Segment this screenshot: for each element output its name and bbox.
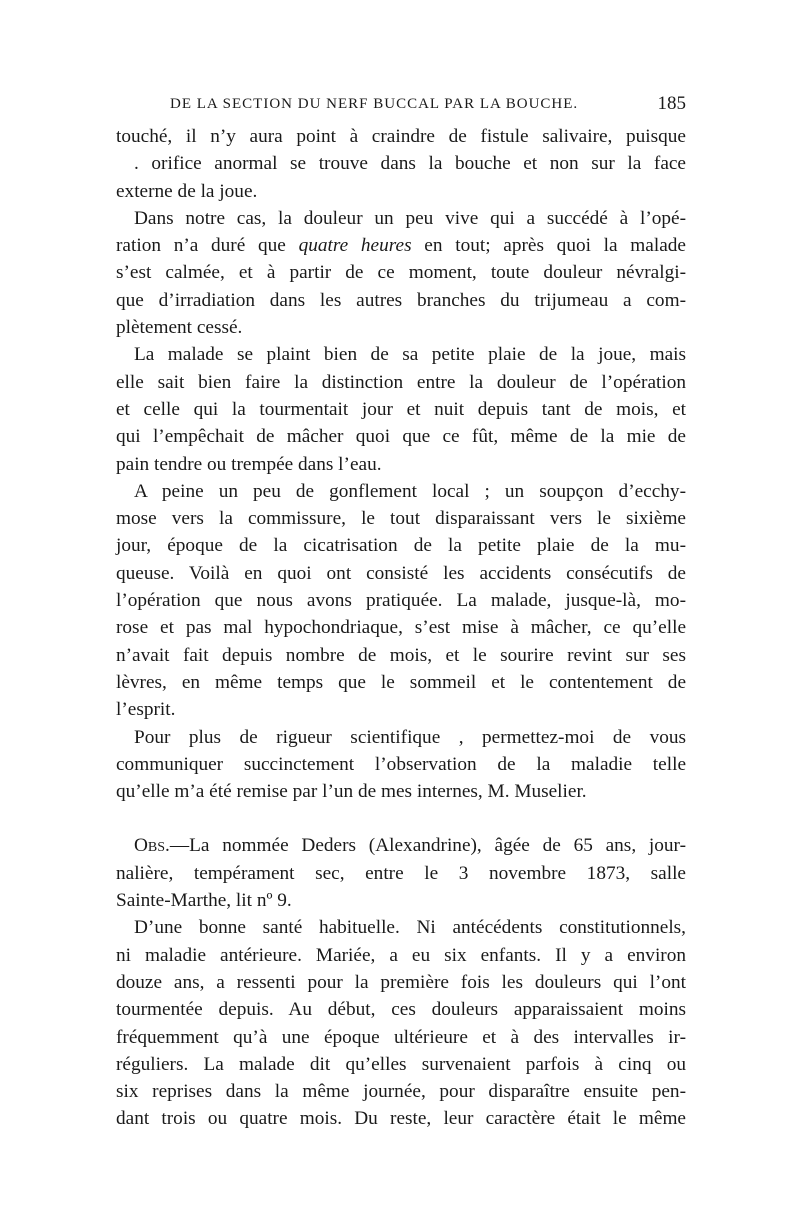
- text-line: et celle qui la tourmentait jour et nuit depuis tant de mois, et: [116, 398, 686, 420]
- text-line: nalière, tempérament sec, entre le 3 novembre 1873, salle: [116, 862, 686, 884]
- running-title: DE LA SECTION DU NERF BUCCAL PAR LA BOUCHE.: [170, 96, 579, 112]
- paragraph-3: [116, 341, 686, 477]
- text-line: D’une bonne santé habituelle. Ni antécédents constitutionnels,: [134, 917, 686, 939]
- text-line: communiquer succinctement l’observation de la maladie telle: [116, 753, 686, 775]
- paragraph-1: [116, 123, 686, 205]
- text-line: externe de la joue.: [116, 180, 258, 202]
- text-line: queuse. Voilà en quoi ont consisté les accidents consécutifs de: [116, 562, 686, 584]
- text-line: jour, époque de la cicatrisation de la petite plaie de la mu-: [116, 535, 686, 557]
- observation-label: Obs.: [134, 835, 170, 857]
- text-line: plètement cessé.: [116, 317, 243, 339]
- text-line: réguliers. La malade dit qu’elles survenaient parfois à cinq ou: [116, 1053, 686, 1075]
- paragraph-4: [116, 478, 686, 724]
- text-line: pain tendre ou trempée dans l’eau.: [116, 453, 382, 475]
- text-line: s’est calmée, et à partir de ce moment, toute douleur névralgi-: [116, 262, 686, 284]
- section-gap: [116, 805, 686, 832]
- text-fragment: —La nommée Deders (Alexandrine), âgée de 65 ans, jour-: [169, 835, 686, 857]
- text-line: lèvres, en même temps que le sommeil et le contentement de: [116, 671, 686, 693]
- text-line: rose et pas mal hypochondriaque, s’est mise à mâcher, ce qu’elle: [116, 617, 686, 639]
- text-line: Dans notre cas, la douleur un peu vive qui a succédé à l’opé-: [134, 207, 686, 229]
- text-line: A peine un peu de gonflement local ; un soupçon d’ecchy-: [134, 480, 686, 502]
- text-fragment: ration n’a duré que: [116, 235, 299, 257]
- text-line: [116, 832, 686, 859]
- paragraph-7: [116, 914, 686, 1132]
- text-line: n’avait fait depuis nombre de mois, et le sourire revint sur ses: [116, 644, 686, 666]
- text-line: mose vers la commissure, le tout disparaissant vers le sixième: [116, 508, 686, 530]
- text-line: fréquemment qu’à une époque ultérieure et à des intervalles ir-: [116, 1026, 686, 1048]
- text-line: . orifice anormal se trouve dans la bouche et non sur la face: [134, 153, 686, 175]
- text-line: touché, il n’y aura point à craindre de fistule salivaire, puisque: [116, 126, 686, 147]
- text-line: douze ans, a ressenti pour la première fois les douleurs qui l’ont: [116, 971, 686, 993]
- text-line: La malade se plaint bien de sa petite plaie de la joue, mais: [134, 344, 686, 366]
- text-line: ni maladie antérieure. Mariée, a eu six enfants. Il y a environ: [116, 944, 686, 966]
- running-header: [116, 93, 686, 120]
- observation-paragraph: [116, 832, 686, 914]
- text-line: dant trois ou quatre mois. Du reste, leur caractère était le même: [116, 1108, 686, 1130]
- italic-emphasis: quatre heures: [298, 235, 412, 257]
- page-number: 185: [657, 93, 686, 114]
- text-fragment: en tout; après quoi la malade: [411, 235, 686, 257]
- paragraph-2: [116, 205, 686, 341]
- text-line: Pour plus de rigueur scientifique , permettez-moi de vous: [134, 726, 686, 748]
- text-line: Sainte-Marthe, lit nº 9.: [116, 890, 292, 912]
- body-text: [116, 123, 686, 1133]
- text-line: l’esprit.: [116, 699, 176, 721]
- text-line: [116, 232, 686, 259]
- paragraph-5: [116, 724, 686, 806]
- text-line: tourmentée depuis. Au début, ces douleurs apparaissaient moins: [116, 999, 686, 1021]
- text-line: qu’elle m’a été remise par l’un de mes internes, M. Muselier.: [116, 781, 587, 803]
- text-line: six reprises dans la même journée, pour disparaître ensuite pen-: [116, 1081, 686, 1103]
- text-line: que d’irradiation dans les autres branches du trijumeau a com-: [116, 289, 686, 311]
- text-line: qui l’empêchait de mâcher quoi que ce fût, même de la mie de: [116, 426, 686, 448]
- text-line: elle sait bien faire la distinction entre la douleur de l’opération: [116, 371, 686, 393]
- text-line: l’opération que nous avons pratiquée. La malade, jusque-là, mo-: [116, 590, 686, 612]
